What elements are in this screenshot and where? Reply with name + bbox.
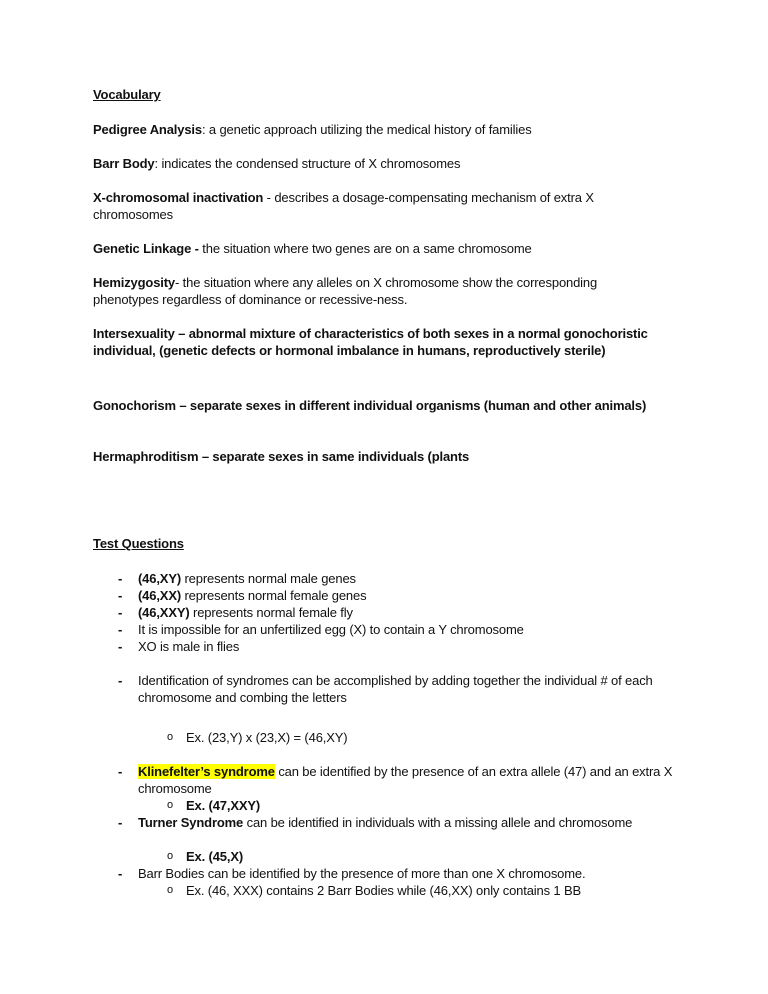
- sub-list-item: o Ex. (47,XXY): [167, 798, 261, 813]
- list-item: - (46,XXY) represents normal female fly: [118, 605, 353, 620]
- highlighted-term: Klinefelter’s syndrome: [138, 764, 275, 779]
- list-item: - (46,XY) represents normal male genes: [118, 571, 356, 586]
- vocab-genetic-linkage: Genetic Linkage - the situation where two genes are on a same chromosome: [93, 241, 532, 256]
- sub-list-item: o Ex. (45,X): [167, 849, 244, 864]
- vocab-hermaphroditism: Hermaphroditism – separate sexes in same individuals (plants: [93, 449, 470, 464]
- list-item: - (46,XX) represents normal female genes: [118, 588, 367, 603]
- list-item: - Barr Bodies can be identified by the presence of more than one X chromosome.: [118, 866, 586, 881]
- vocab-intersexuality: Intersexuality – abnormal mixture of characteristics of both sexes in a normal gonochoristic individual, (genetic defects or hormonal imbalance in humans, reproductively sterile): [93, 326, 648, 358]
- vocab-hemizygosity: Hemizygosity- the situation where any alleles on X chromosome show the corresponding phenotypes regardless of dominance or recessive-ness.: [93, 275, 598, 307]
- vocabulary-heading: Vocabulary: [93, 87, 161, 102]
- vocab-pedigree: Pedigree Analysis: a genetic approach utilizing the medical history of families: [93, 122, 532, 137]
- circle-bullet-icon: o: [167, 799, 173, 811]
- sub-list-item: o Ex. (23,Y) x (23,X) = (46,XY): [167, 730, 348, 745]
- list-item: - Turner Syndrome can be identified in individuals with a missing allele and chromosome: [118, 815, 633, 830]
- vocab-x-inactivation: X-chromosomal inactivation - describes a dosage-compensating mechanism of extra X chromosomes: [93, 190, 594, 222]
- list-item: - It is impossible for an unfertilized egg (X) to contain a Y chromosome: [118, 622, 524, 637]
- list-item: - Klinefelter’s syndrome can be identified by the presence of an extra allele (47) and an extra X chromosome: [118, 764, 673, 796]
- vocab-barr-body: Barr Body: indicates the condensed structure of X chromosomes: [93, 156, 461, 171]
- list-item: - Identification of syndromes can be accomplished by adding together the individual # of each chromosome and combing the letters: [118, 673, 653, 705]
- circle-bullet-icon: o: [167, 850, 173, 862]
- test-questions-heading: Test Questions: [93, 536, 184, 551]
- circle-bullet-icon: o: [167, 884, 173, 896]
- circle-bullet-icon: o: [167, 731, 173, 743]
- vocab-gonochorism: Gonochorism – separate sexes in different individual organisms (human and other animals): [93, 398, 647, 413]
- sub-list-item: o Ex. (46, XXX) contains 2 Barr Bodies while (46,XX) only contains 1 BB: [167, 883, 582, 898]
- list-item: - XO is male in flies: [118, 639, 240, 654]
